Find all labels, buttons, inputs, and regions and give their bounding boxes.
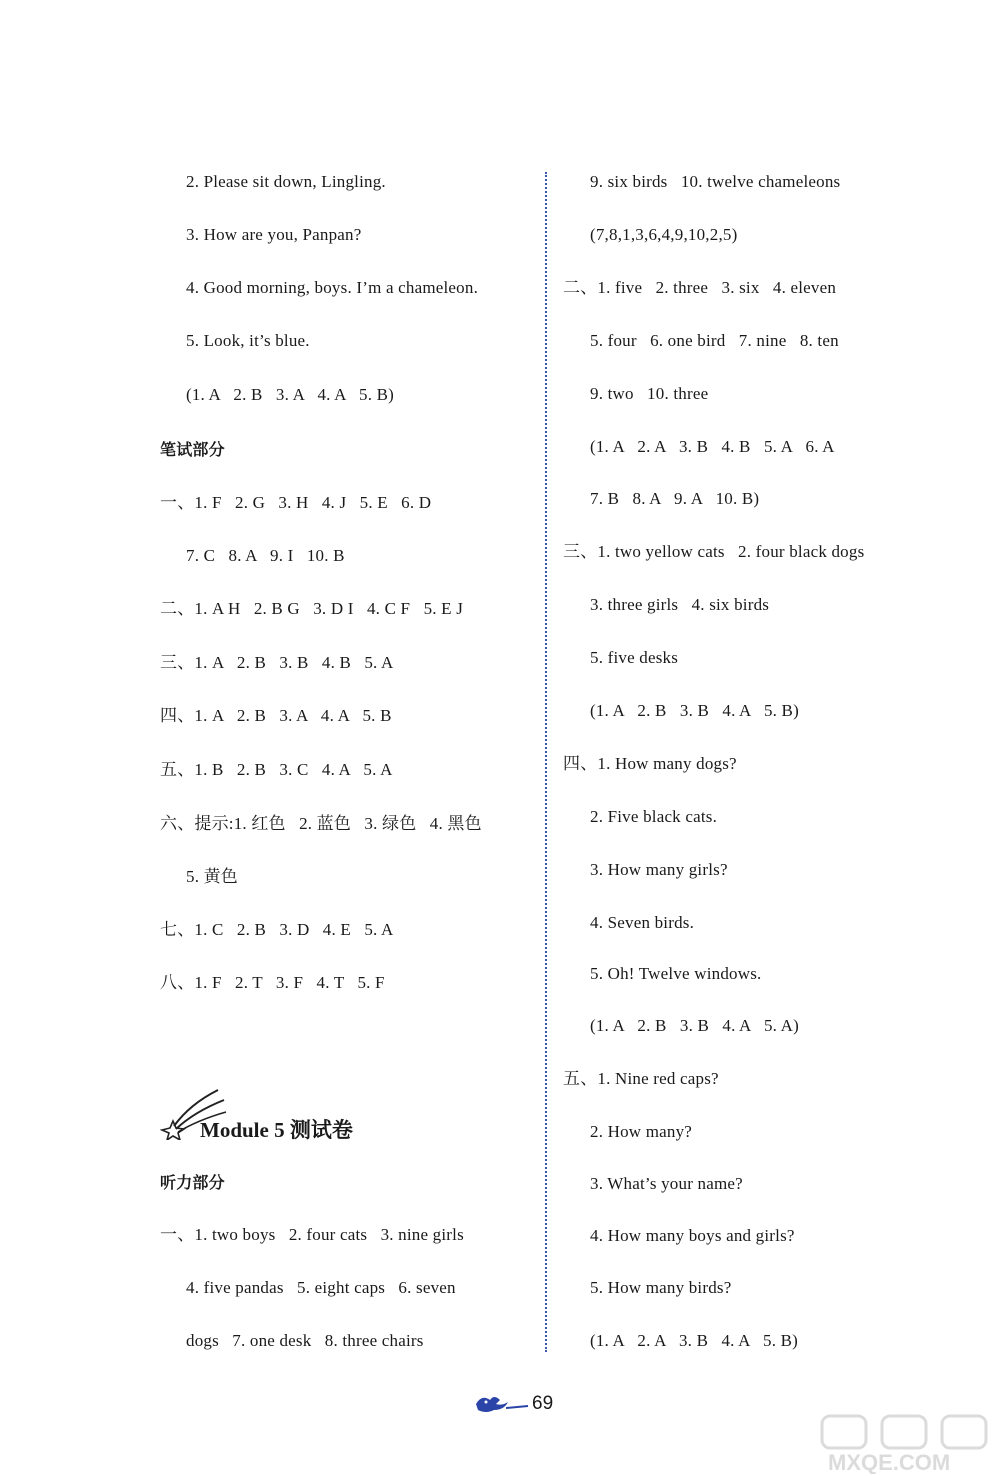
answer-line: 5. How many birds? bbox=[590, 1278, 732, 1297]
answer-line: 4. Good morning, boys. I’m a chameleon. bbox=[186, 278, 479, 297]
answer-line: (1. A 2. B 3. B 4. A 5. A) bbox=[590, 1016, 799, 1035]
watermark-logo bbox=[820, 1414, 990, 1474]
page-number: 69 bbox=[532, 1393, 554, 1414]
section-heading: 笔试部分 bbox=[160, 440, 225, 459]
answer-line: 三、1. A 2. B 3. B 4. B 5. A bbox=[160, 653, 394, 672]
answer-line: 5. 黄色 bbox=[186, 867, 238, 886]
answer-line: 八、1. F 2. T 3. F 4. T 5. F bbox=[160, 973, 385, 992]
section-heading: 听力部分 bbox=[160, 1173, 225, 1192]
answer-line: 2. Please sit down, Lingling. bbox=[186, 172, 386, 191]
answer-line: 3. How are you, Panpan? bbox=[186, 225, 362, 244]
answer-line: 5. five desks bbox=[590, 648, 679, 667]
answer-line: 2. How many? bbox=[590, 1122, 693, 1141]
answer-line: 4. five pandas 5. eight caps 6. seven bbox=[186, 1278, 456, 1297]
answer-line: 五、1. B 2. B 3. C 4. A 5. A bbox=[160, 760, 393, 779]
footer-bird-ornament-icon bbox=[474, 1392, 530, 1416]
answer-line: 五、1. Nine red caps? bbox=[563, 1069, 719, 1088]
svg-text:MXQE.COM: MXQE.COM bbox=[828, 1450, 951, 1474]
answer-line: (1. A 2. B 3. A 4. A 5. B) bbox=[186, 385, 395, 404]
answer-line: 5. Oh! Twelve windows. bbox=[590, 964, 762, 983]
column-divider bbox=[545, 172, 547, 1352]
answer-line: dogs 7. one desk 8. three chairs bbox=[186, 1331, 424, 1350]
answer-line: 一、1. F 2. G 3. H 4. J 5. E 6. D bbox=[160, 493, 432, 512]
answer-line: 9. two 10. three bbox=[590, 384, 709, 403]
answer-line: 5. Look, it’s blue. bbox=[186, 331, 310, 350]
answer-line: 7. C 8. A 9. I 10. B bbox=[186, 546, 345, 565]
answer-line: 四、1. How many dogs? bbox=[563, 754, 737, 773]
answer-line: 7. B 8. A 9. A 10. B) bbox=[590, 489, 760, 508]
answer-line: 3. How many girls? bbox=[590, 860, 728, 879]
answer-line: 4. Seven birds. bbox=[590, 913, 695, 932]
module-5-heading bbox=[160, 1086, 420, 1140]
module-title-text: Module 5 测试卷 bbox=[200, 1118, 353, 1142]
answer-line: (1. A 2. A 3. B 4. B 5. A 6. A bbox=[590, 437, 835, 456]
answer-line: 六、提示:1. 红色 2. 蓝色 3. 绿色 4. 黑色 bbox=[160, 814, 482, 833]
answer-line: 9. six birds 10. twelve chameleons bbox=[590, 172, 841, 191]
answer-line: 4. How many boys and girls? bbox=[590, 1226, 795, 1245]
answer-line: 二、1. five 2. three 3. six 4. eleven bbox=[563, 278, 837, 297]
answer-line: 三、1. two yellow cats 2. four black dogs bbox=[563, 542, 865, 561]
answer-line: 3. What’s your name? bbox=[590, 1174, 743, 1193]
answer-line: (7,8,1,3,6,4,9,10,2,5) bbox=[590, 225, 738, 244]
answer-line: 四、1. A 2. B 3. A 4. A 5. B bbox=[160, 706, 392, 725]
answer-line: 2. Five black cats. bbox=[590, 807, 718, 826]
answer-line: (1. A 2. A 3. B 4. A 5. B) bbox=[590, 1331, 799, 1350]
answer-line: 七、1. C 2. B 3. D 4. E 5. A bbox=[160, 920, 394, 939]
answer-line: 3. three girls 4. six birds bbox=[590, 595, 770, 614]
answer-line: 二、1. A H 2. B G 3. D I 4. C F 5. E J bbox=[160, 599, 464, 618]
answer-line: (1. A 2. B 3. B 4. A 5. B) bbox=[590, 701, 799, 720]
answer-line: 5. four 6. one bird 7. nine 8. ten bbox=[590, 331, 839, 350]
answer-line: 一、1. two boys 2. four cats 3. nine girls bbox=[160, 1225, 464, 1244]
